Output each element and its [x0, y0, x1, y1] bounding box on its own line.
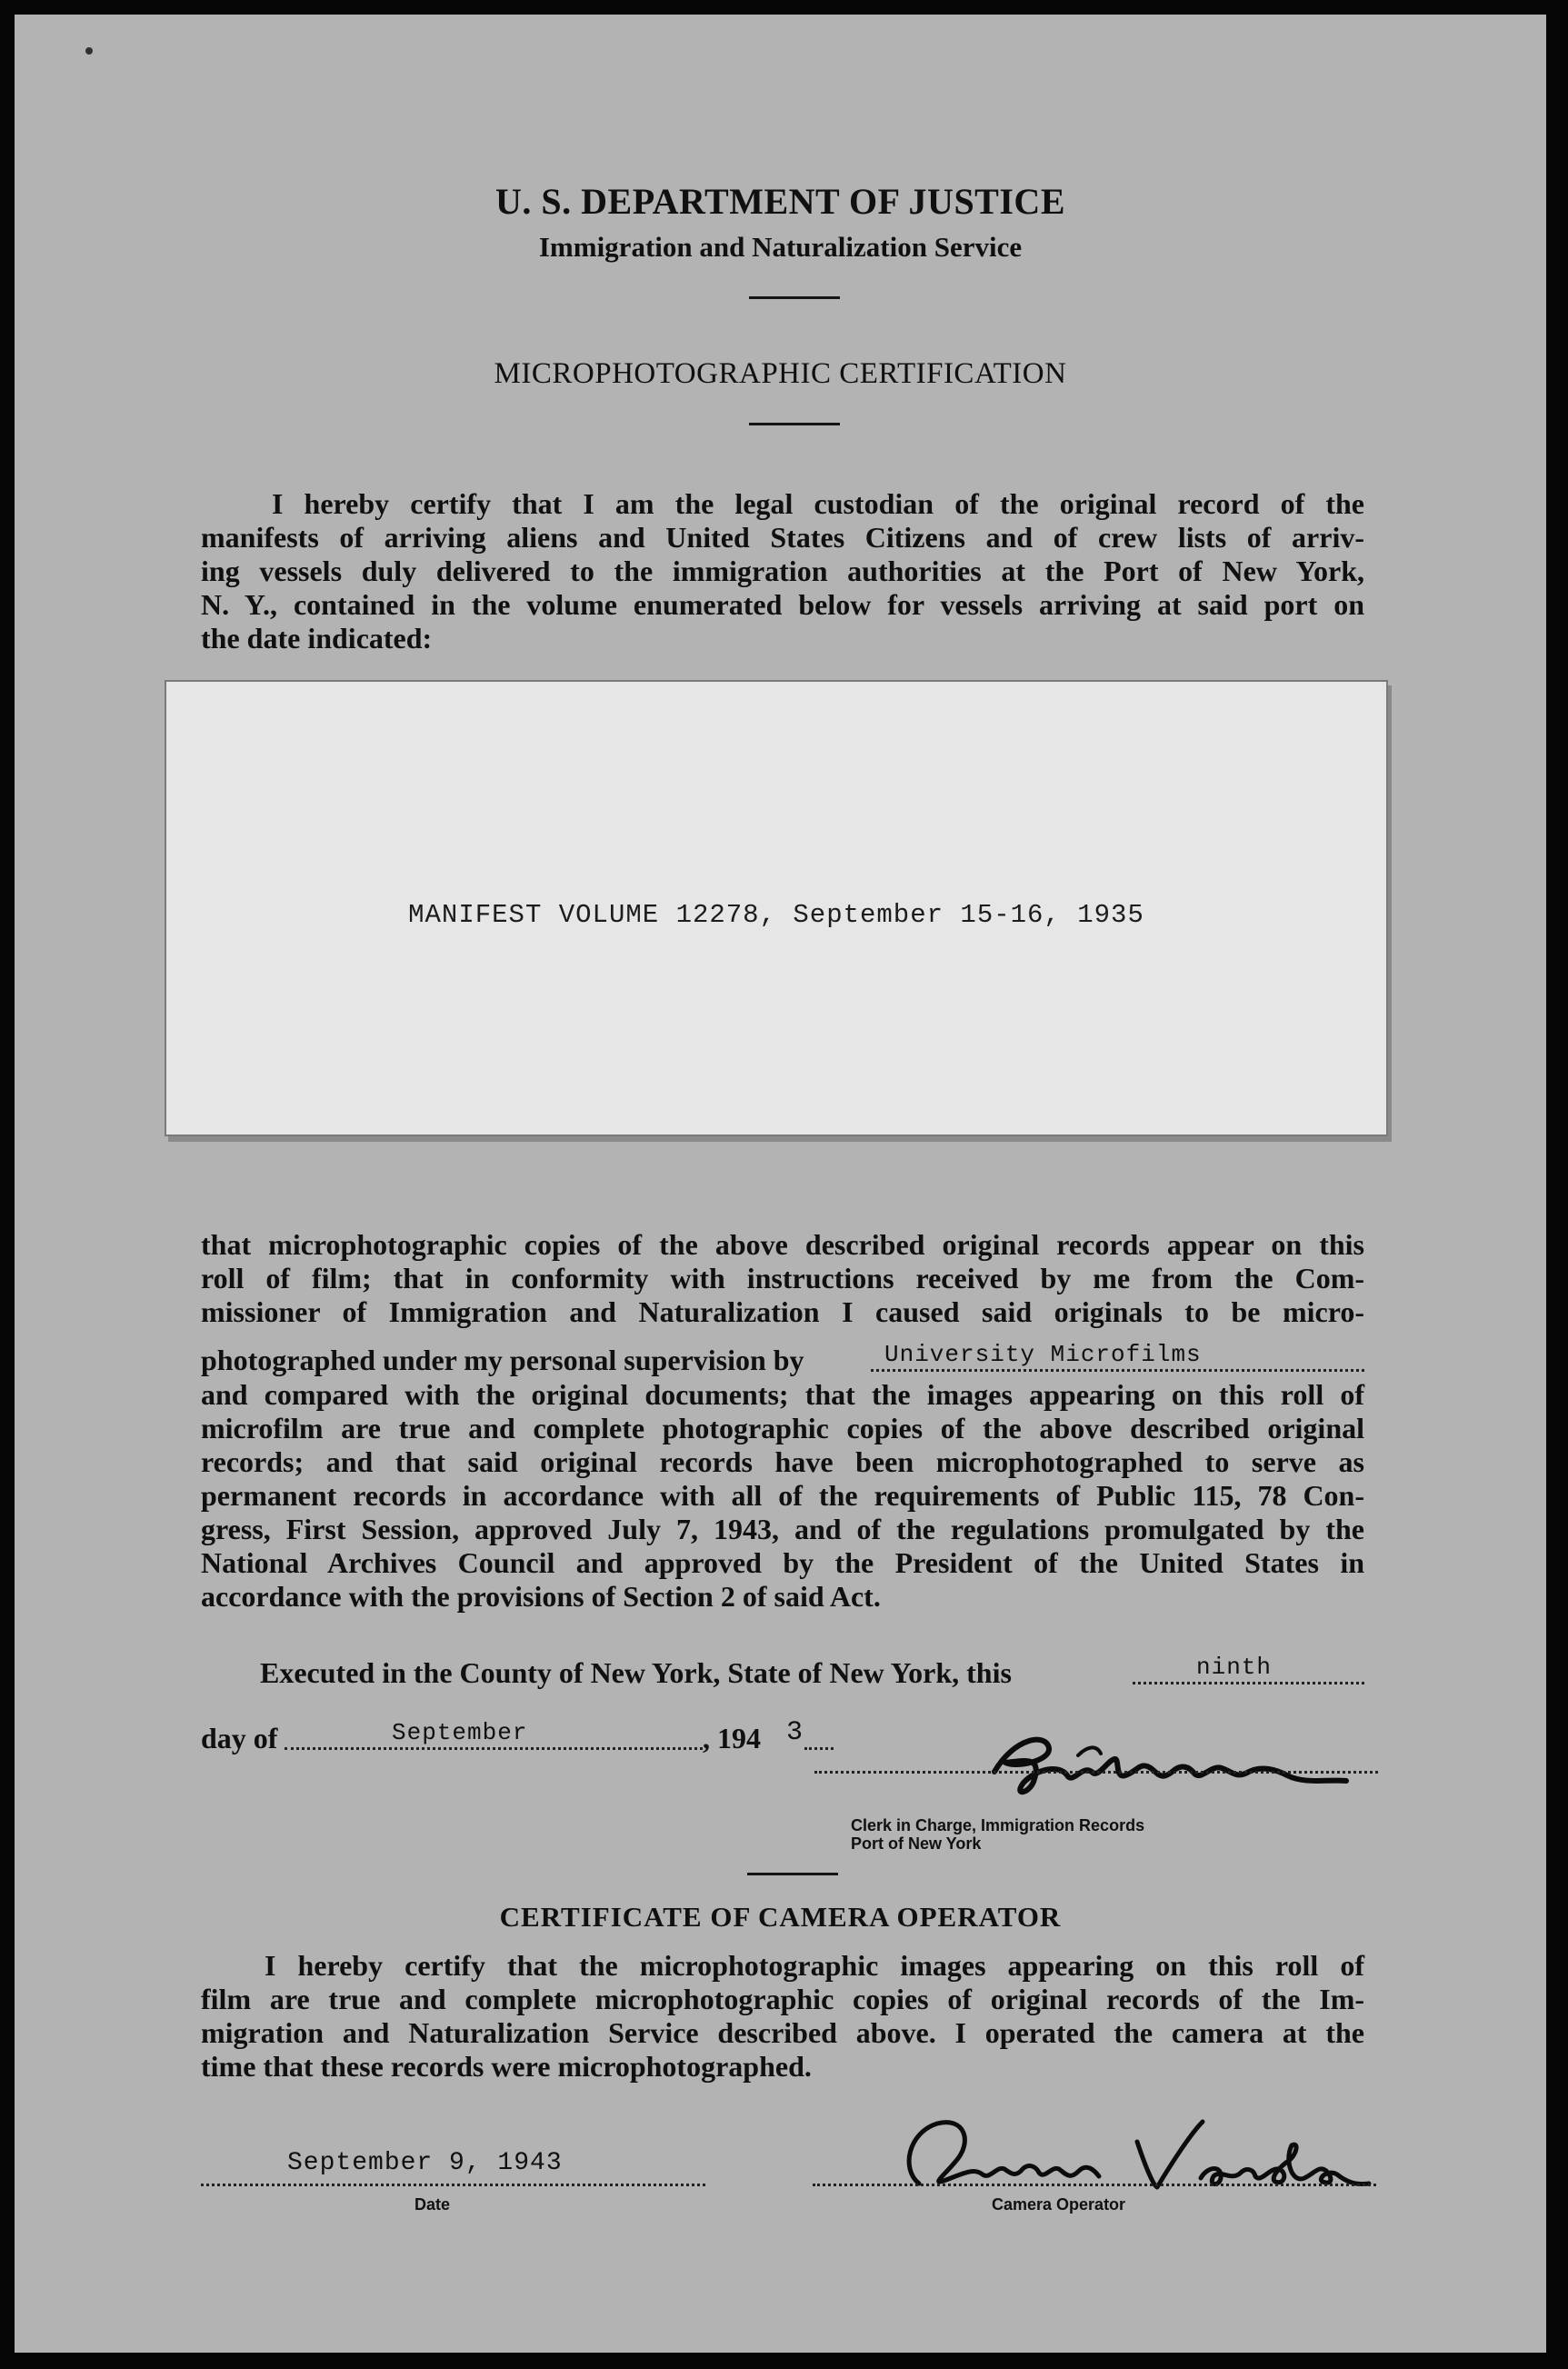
body-line-5: and compared with the original documents; that the images appearing on this roll of [201, 1378, 1364, 1411]
year-suffix: 3 [786, 1717, 804, 1748]
body-line-10: National Archives Council and approved by the President of the United States in [201, 1546, 1364, 1579]
department-title: U. S. DEPARTMENT OF JUSTICE [495, 181, 1065, 222]
intro-line-5: the date indicated: [201, 622, 433, 655]
year-prefix: , 194 [703, 1722, 761, 1754]
intro-line-1: I hereby certify that I am the legal custodian of the original record of the [272, 487, 1364, 520]
service-subtitle: Immigration and Naturalization Service [538, 231, 1023, 263]
intro-line-4: N. Y., contained in the volume enumerated below for vessels arriving at said port on [201, 588, 1364, 621]
supervision-line [201, 1341, 1364, 1377]
day-of-label: day of [201, 1722, 278, 1754]
body-line-8: permanent records in accordance with all of the requirements of Public 115, 78 Con- [201, 1479, 1364, 1512]
body-line-2: roll of film; that in conformity with instructions received by me from the Com- [201, 1262, 1364, 1294]
executed-day: ninth [1196, 1654, 1273, 1681]
body-line-11: accordance with the provisions of Section 2 of said Act. [201, 1580, 881, 1613]
month-value: September [392, 1719, 528, 1746]
camera-operator-signature [864, 2105, 1373, 2205]
intro-line-2: manifests of arriving aliens and United States Citizens and of crew lists of arriv- [201, 521, 1364, 554]
camera-operator-label: Camera Operator [992, 2195, 1126, 2214]
operator-signature-dotted-line [813, 2184, 1376, 2186]
camera-operator-heading: CERTIFICATE OF CAMERA OPERATOR [499, 1901, 1062, 1933]
body-line-6: microfilm are true and complete photographic copies of the above described original [201, 1412, 1364, 1444]
date-value: September 9, 1943 [287, 2149, 563, 2177]
clerk-title: Clerk in Charge, Immigration Records [851, 1816, 1145, 1834]
certification-heading: MICROPHOTOGRAPHIC CERTIFICATION [494, 357, 1067, 390]
certificate-page [15, 15, 1546, 2353]
operator-line-4: time that these records were microphotographed. [201, 2050, 812, 2083]
clerk-signature [960, 1728, 1378, 1810]
supervision-prefix: photographed under my personal supervision by [201, 1344, 804, 1376]
executed-line [260, 1656, 1364, 1690]
body-line-3: missioner of Immigration and Naturalization I caused said originals to be micro- [201, 1295, 1364, 1328]
supervisor-name: University Microfilms [884, 1341, 1202, 1368]
intro-paragraph [201, 487, 1364, 655]
manifest-insert [165, 680, 1388, 1136]
intro-line-3: ing vessels duly delivered to the immigration authorities at the Port of New York, [201, 555, 1364, 587]
body-line-1: that microphotographic copies of the above described original records appear on this [201, 1228, 1364, 1261]
camera-operator-paragraph [201, 1949, 1364, 2084]
body-paragraph-continued [201, 1378, 1364, 1614]
body-paragraph [201, 1228, 1364, 1329]
year-dotted-line [804, 1747, 834, 1750]
film-speck [85, 47, 93, 55]
section-divider [747, 1873, 838, 1875]
heading-divider [749, 423, 840, 425]
date-dotted-line [201, 2184, 705, 2186]
body-line-7: records; and that said original records have been microphotographed to serve as [201, 1445, 1364, 1478]
operator-line-3: migration and Naturalization Service described above. I operated the camera at the [201, 2016, 1364, 2049]
clerk-location: Port of New York [851, 1834, 982, 1853]
header-divider [749, 296, 840, 299]
executed-prefix: Executed in the County of New York, State of New York, this [260, 1656, 1012, 1689]
day-of-line [201, 1717, 837, 1755]
manifest-volume-text: MANIFEST VOLUME 12278, September 15-16, 1935 [408, 900, 1144, 930]
date-label: Date [414, 2195, 451, 2214]
body-line-9: gress, First Session, approved July 7, 1943, and of the regulations promulgated by the [201, 1513, 1364, 1545]
clerk-signature-dotted-line [814, 1771, 1378, 1774]
operator-line-1: I hereby certify that the microphotographic images appearing on this roll of [265, 1949, 1364, 1982]
operator-line-2: film are true and complete microphotographic copies of original records of the Im- [201, 1983, 1364, 2015]
